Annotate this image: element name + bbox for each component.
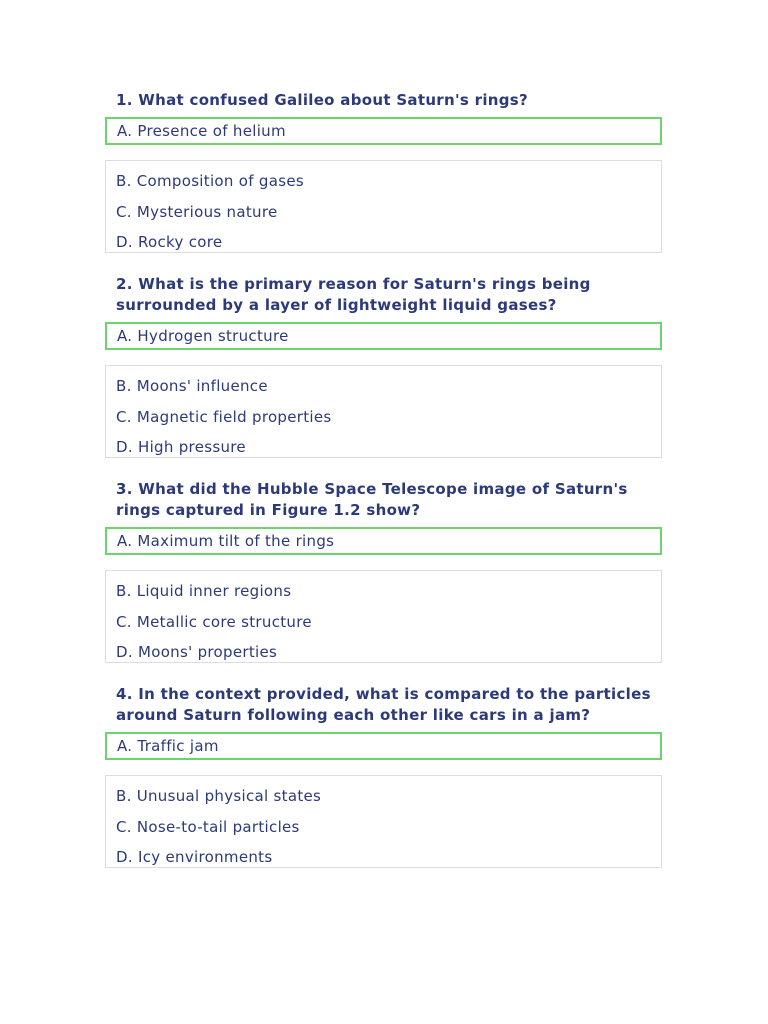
option-b[interactable]: B. Composition of gases (116, 172, 304, 190)
question-text: 4. In the context provided, what is compared to the particles around Saturn following each other like cars in a jam? (116, 685, 651, 724)
answer-option[interactable]: A. Hydrogen structure (105, 322, 662, 350)
options-list (105, 160, 662, 253)
option-b[interactable]: B. Liquid inner regions (116, 582, 292, 600)
answer-option[interactable]: A. Maximum tilt of the rings (105, 527, 662, 555)
option-b[interactable]: B. Unusual physical states (116, 787, 322, 805)
question-text: 2. What is the primary reason for Saturn's rings being surrounded by a layer of lightweight liquid gases? (116, 275, 591, 314)
answer-option[interactable]: A. Traffic jam (105, 732, 662, 760)
question-block-3 (105, 475, 662, 663)
option-c[interactable]: C. Mysterious nature (116, 202, 278, 221)
option-d[interactable]: D. High pressure (116, 438, 246, 456)
option-c[interactable]: C. Magnetic field properties (116, 407, 332, 426)
option-d[interactable]: D. Moons' properties (116, 643, 278, 661)
option-d[interactable]: D. Icy environments (116, 848, 273, 866)
option-c[interactable]: C. Nose-to-tail particles (116, 817, 300, 836)
options-list (105, 775, 662, 868)
option-d[interactable]: D. Rocky core (116, 233, 223, 251)
option-c[interactable]: C. Metallic core structure (116, 612, 312, 631)
question-block-2 (105, 270, 662, 458)
options-list (105, 365, 662, 458)
options-list (105, 570, 662, 663)
question-block-4 (105, 680, 662, 868)
question-text: 3. What did the Hubble Space Telescope image of Saturn's rings captured in Figure 1.2 show? (116, 480, 628, 519)
quiz (105, 86, 662, 885)
question-block-1 (105, 86, 662, 253)
answer-option[interactable]: A. Presence of helium (105, 117, 662, 145)
question-text: 1. What confused Galileo about Saturn's rings? (116, 91, 529, 109)
option-b[interactable]: B. Moons' influence (116, 377, 268, 395)
